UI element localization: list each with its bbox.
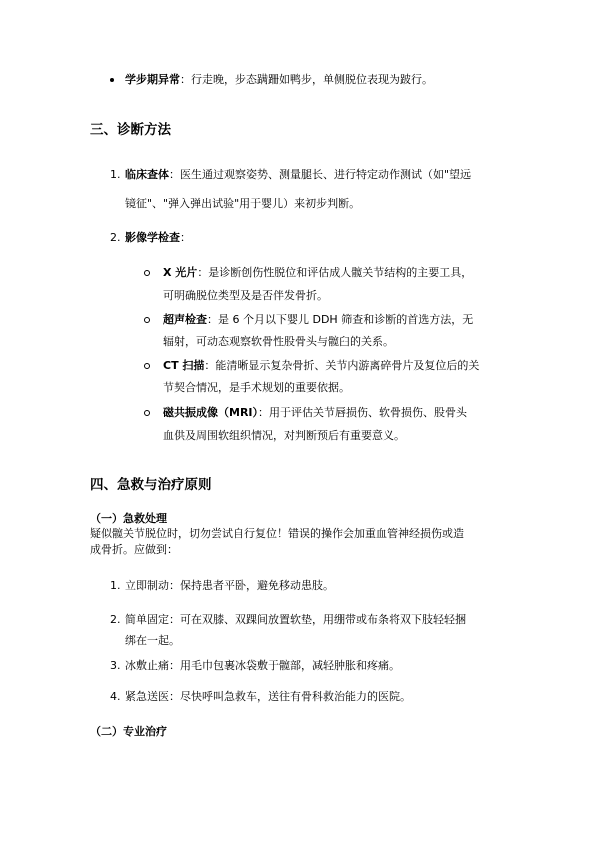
list-number: 1. [110,168,121,181]
clinical-exam-label: 临床查体 [125,168,169,181]
diagnosis-item-1-line2: 镜征"、"弹入弹出试验"用于婴儿）来初步判断。 [125,197,361,210]
xray-label: X 光片 [163,266,198,279]
bullet-circle [144,410,150,416]
xray-line1 [163,266,472,280]
ultrasound-line2: 辐射，可动态观察软骨性股骨头与髋臼的关系。 [163,335,394,348]
bullet-circle [144,270,150,276]
first-aid-subtitle: （一）急救处理 [90,512,167,525]
step-2-line2: 绑在一起。 [125,634,180,647]
professional-treatment-subtitle: （二）专业治疗 [90,725,167,738]
mri-label: 磁共振成像（MRI） [163,406,259,419]
list-number: 1. [110,579,121,592]
list-number: 3. [110,659,121,672]
ultrasound-label: 超声检查 [163,313,207,326]
ultrasound-line1 [163,313,473,327]
ct-label: CT 扫描 [163,359,205,372]
mri-line2: 血供及周围软组织情况，对判断预后有重要意义。 [163,429,405,442]
xray-text: ：是诊断创伤性脱位和评估成人髋关节结构的主要工具， [197,266,473,279]
gait-label: 学步期异常 [125,73,180,86]
section3-title: 三、诊断方法 [90,122,171,138]
imaging-label: 影像学检查 [125,231,180,244]
diagnosis-item-1-line1 [125,168,471,182]
ct-line2: 节契合情况，是手术规划的重要依据。 [163,381,350,394]
ultrasound-text: ：是 6 个月以下婴儿 DDH 筛查和诊断的首选方法，无 [207,313,474,326]
mri-text: ：用于评估关节唇损伤、软骨损伤、股骨头 [258,406,468,419]
imaging-text: ： [180,231,191,244]
list-number: 2. [110,231,121,244]
step-2-line1: 简单固定：可在双膝、双踝间放置软垫，用绷带或布条将双下肢轻轻捆 [125,613,466,626]
first-aid-intro-line1: 疑似髋关节脱位时，切勿尝试自行复位！错误的操作会加重血管神经损伤或造 [90,527,464,540]
list-number: 2. [110,613,121,626]
step-3: 冰敷止痛：用毛巾包裹冰袋敷于髋部，减轻肿胀和疼痛。 [125,659,400,672]
step-4: 紧急送医：尽快呼叫急救车，送往有骨科救治能力的医院。 [125,690,411,703]
clinical-exam-text: ：医生通过观察姿势、测量腿长、进行特定动作测试（如"望远 [169,168,472,181]
first-aid-intro-line2: 成骨折。应做到： [90,543,178,556]
bullet-circle [144,363,150,369]
mri-line1 [163,406,467,420]
section4-title: 四、急救与治疗原则 [90,477,212,493]
gait-text: ：行走晚，步态蹒跚如鸭步，单侧脱位表现为跛行。 [180,73,433,86]
list-number: 4. [110,690,121,703]
step-1: 立即制动：保持患者平卧，避免移动患肢。 [125,579,334,592]
bullet-dot [110,78,114,82]
diagnosis-item-2-line1 [125,231,191,245]
ct-line1 [163,359,479,373]
ct-text: ：能清晰显示复杂骨折、关节内游离碎骨片及复位后的关 [204,359,480,372]
xray-line2: 可明确脱位类型及是否伴发骨折。 [163,289,328,302]
gait-line [125,73,433,87]
bullet-circle [144,317,150,323]
